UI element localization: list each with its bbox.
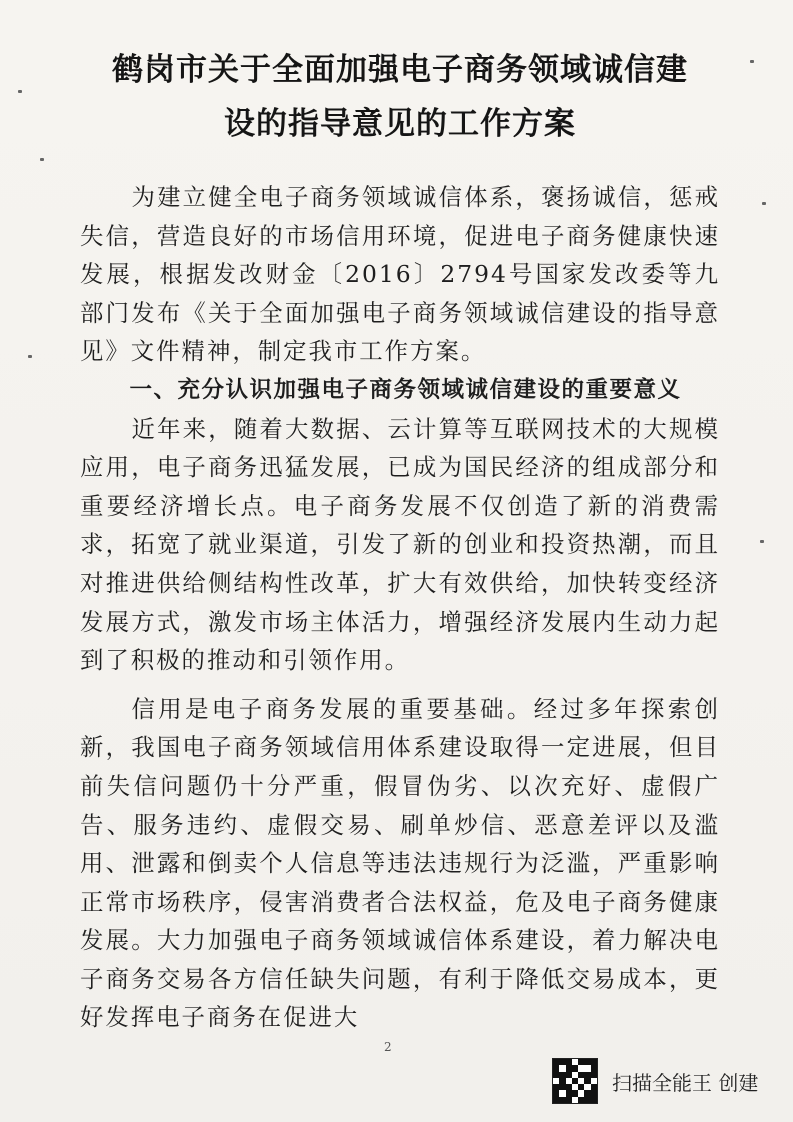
paragraph-intro: 为建立健全电子商务领域诚信体系，褒扬诚信，惩戒失信，营造良好的市场信用环境，促进电子商务健康快速发展，根据发改财金〔2016〕2794号国家发改委等九部门发布《关于全面加强电子商务领域诚信建设的指导意见》文件精神，制定我市工作方案。 <box>80 183 720 366</box>
qr-code-icon <box>552 1058 598 1104</box>
document-title-line-2: 设的指导意见的工作方案 <box>224 106 576 142</box>
document-title-line-1: 鹤岗市关于全面加强电子商务领域诚信建 <box>112 52 688 88</box>
document-body <box>80 178 720 1037</box>
page-number: 2 <box>384 1040 392 1054</box>
section-heading-1: 一、充分认识加强电子商务领域诚信建设的重要意义 <box>129 376 682 403</box>
paragraph-background: 近年来，随着大数据、云计算等互联网技术的大规模应用，电子商务迅猛发展，已成为国民经济的组成部分和重要经济增长点。电子商务发展不仅创造了新的消费需求，拓宽了就业渠道，引发了新的创业和投资热潮，而且对推进供给侧结构性改革，扩大有效供给，加快转变经济发展方式，激发市场主体活力，增强经济发展内生动力起到了积极的推动和引领作用。 <box>80 414 720 675</box>
scanner-watermark <box>552 1055 782 1107</box>
paragraph-credit: 信用是电子商务发展的重要基础。经过多年探索创新，我国电子商务领域信用体系建设取得一定进展，但目前失信问题仍十分严重，假冒伪劣、以次充好、虚假广告、服务违约、虚假交易、刷单炒信、恶意差评以及滥用、泄露和倒卖个人信息等违法违规行为泛滥，严重影响正常市场秩序，侵害消费者合法权益，危及电子商务健康发展。大力加强电子商务领域诚信体系建设，着力解决电子商务交易各方信任缺失问题，有利于降低交易成本，更好发挥电子商务在促进大 <box>80 694 720 1032</box>
watermark-text: 扫描全能王 创建 <box>612 1070 759 1095</box>
